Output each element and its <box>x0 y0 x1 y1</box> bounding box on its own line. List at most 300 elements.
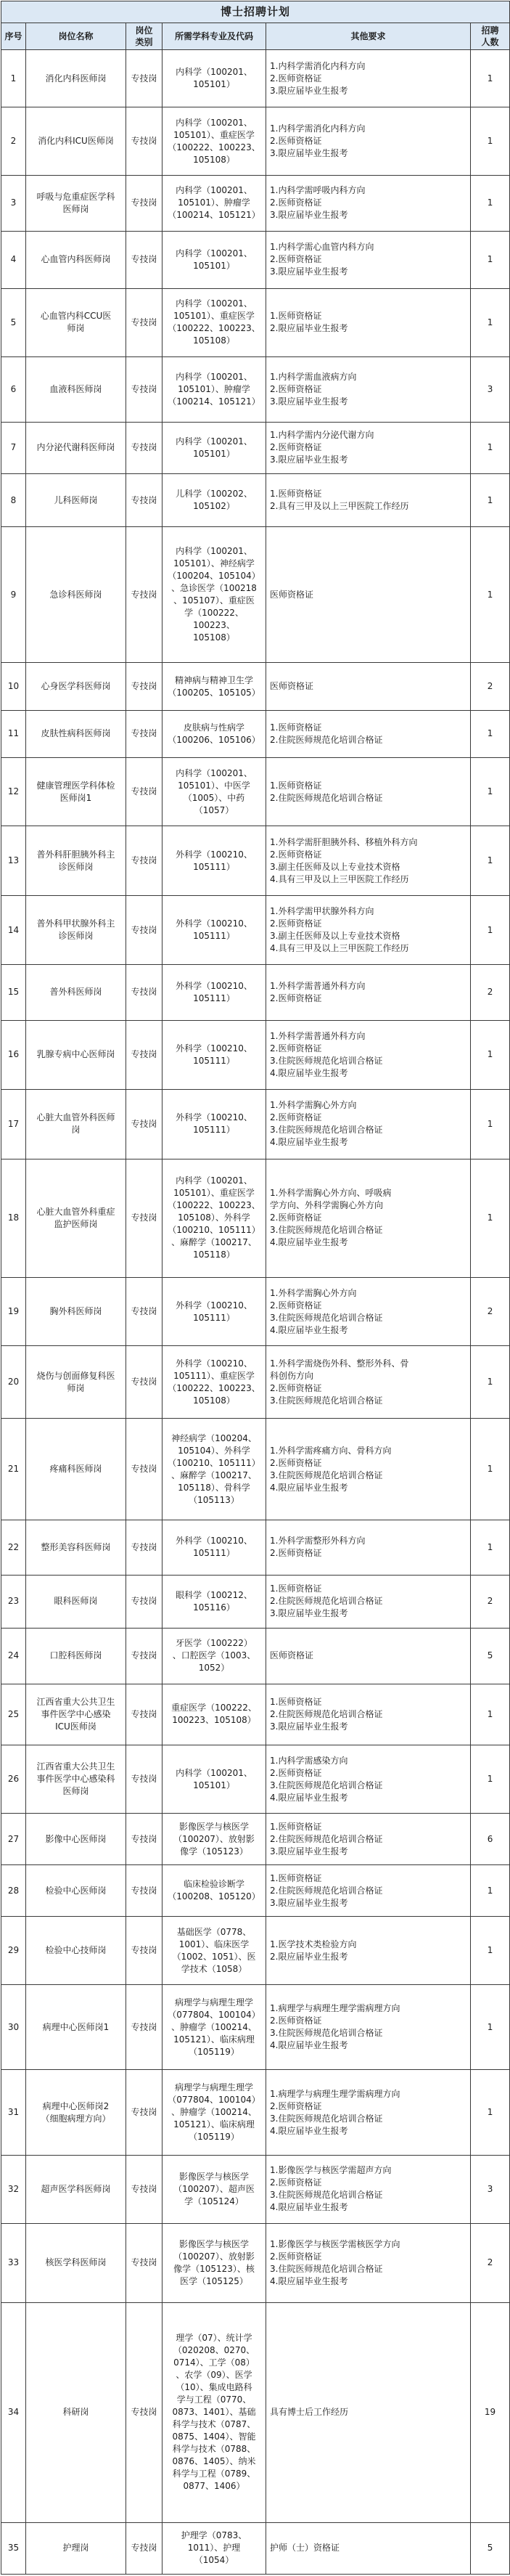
cell-requirements <box>266 965 471 1020</box>
cell-post-text: 血液科医师岗 <box>49 383 102 394</box>
cell-count <box>471 895 510 964</box>
cell-category-text: 专技岗 <box>131 73 157 83</box>
requirement-line: 科创伤方向 <box>270 1370 314 1381</box>
table-title: 博士招聘计划 <box>1 1 510 23</box>
cell-major-text: 内科学（100201、 105101）、肿瘤学 （100214、105121） <box>168 185 260 221</box>
cell-major <box>163 1520 266 1575</box>
cell-post-text: 胸外科医师岗 <box>49 1306 102 1317</box>
cell-no-text: 31 <box>7 2107 20 2118</box>
cell-count-text: 19 <box>484 2407 496 2418</box>
requirement-line: 2.医师资格证 <box>270 254 322 265</box>
cell-category-text: 专技岗 <box>131 1945 157 1956</box>
cell-requirements <box>266 1419 471 1520</box>
cell-post-text: 江西省重大公共卫生 事件医学中心感染 ICU医师岗 <box>36 1696 115 1732</box>
cell-post <box>26 1917 126 1985</box>
cell-no <box>1 1745 26 1814</box>
requirement-line: 具有博士后工作经历 <box>270 2407 349 2418</box>
requirement-line: 1.内科学需消化内科方向 <box>270 123 366 134</box>
cell-no-text: 12 <box>7 786 20 797</box>
cell-no <box>1 1865 26 1917</box>
cell-category <box>126 1278 163 1346</box>
cell-major <box>163 527 266 663</box>
cell-post-text: 普外科医师岗 <box>49 987 102 998</box>
table-row <box>1 2155 510 2223</box>
cell-major <box>163 176 266 231</box>
table-row <box>1 663 510 710</box>
cell-major <box>163 288 266 356</box>
cell-count <box>471 288 510 356</box>
cell-major <box>163 1419 266 1520</box>
cell-requirements <box>266 1278 471 1346</box>
cell-no-text: 23 <box>7 1596 20 1607</box>
requirement-line: 2.医师资格证 <box>270 918 322 929</box>
cell-post <box>26 422 126 473</box>
cell-no <box>1 1090 26 1159</box>
cell-post <box>26 1814 126 1865</box>
cell-no <box>1 2070 26 2155</box>
cell-no-text: 8 <box>10 494 17 505</box>
cell-category-text: 专技岗 <box>131 1650 157 1661</box>
cell-post-text: 急诊科医师岗 <box>49 589 102 600</box>
cell-major-text: 内科学（100201、 105101）、重症医学 （100222、100223、 105108）、外科学 （100210、105111） 、麻醉学（100217、 105118） <box>168 1175 260 1260</box>
cell-category <box>126 1159 163 1278</box>
cell-requirements <box>266 1814 471 1865</box>
cell-no-text: 14 <box>7 924 20 935</box>
cell-no-text: 7 <box>10 442 17 453</box>
cell-no-text: 30 <box>7 2021 20 2032</box>
cell-post <box>26 231 126 288</box>
cell-category-text: 专技岗 <box>131 2257 157 2268</box>
cell-no-text: 22 <box>7 1541 20 1552</box>
cell-no <box>1 2223 26 2302</box>
requirement-line: 1.外科学需疼痛方向、骨科方向 <box>270 1445 392 1456</box>
cell-count-text: 1 <box>487 589 493 600</box>
cell-requirements <box>266 1745 471 1814</box>
cell-major-text: 外科学（100210、 105111） <box>176 849 252 872</box>
cell-count <box>471 1020 510 1089</box>
requirement-line: 2.医师资格证 <box>270 2100 322 2111</box>
cell-major <box>163 1865 266 1917</box>
requirement-line: 1.医师资格证 <box>270 311 322 322</box>
requirement-line: 1.外科学需普通外科方向 <box>270 1030 366 1041</box>
cell-no-text: 28 <box>7 1885 20 1896</box>
requirement-line: 1.内科学需感染方向 <box>270 1755 348 1766</box>
requirement-line: 4.具有三甲及以上三甲医院工作经历 <box>270 873 409 884</box>
table-row <box>1 1985 510 2070</box>
requirement-line: 3.住院医师规范化培训合格证 <box>270 2190 383 2201</box>
table-row <box>1 1419 510 1520</box>
requirement-line: 2.医师资格证 <box>270 1300 322 1311</box>
cell-category-text: 专技岗 <box>131 2407 157 2418</box>
cell-category <box>126 758 163 826</box>
cell-requirements <box>266 2070 471 2155</box>
requirement-line: 1.医师资格证 <box>270 780 322 791</box>
cell-count-text: 1 <box>487 1049 493 1060</box>
cell-no <box>1 1419 26 1520</box>
cell-post <box>26 1745 126 1814</box>
cell-post <box>26 965 126 1020</box>
requirement-line: 1.外科学需烧伤外科、整形外科、骨 <box>270 1358 409 1369</box>
requirement-line: 1.内科学需血液病方向 <box>270 371 357 382</box>
cell-category-text: 专技岗 <box>131 987 157 998</box>
requirement-line: 3.限应届毕业生报考 <box>270 1608 348 1619</box>
cell-no <box>1 1629 26 1684</box>
table-row <box>1 527 510 663</box>
cell-major-text: 影像医学与核医学 （100207）、超声医 学（105124） <box>173 2171 255 2206</box>
cell-requirements <box>266 422 471 473</box>
cell-post <box>26 356 126 422</box>
cell-requirements <box>266 2223 471 2302</box>
table-row <box>1 710 510 757</box>
requirement-line: 3.住院医师规范化培训合格证 <box>270 1312 383 1323</box>
cell-count <box>471 2155 510 2223</box>
cell-major-text: 内科学（100201、 105101）、神经病学 （100204、105104） 、急诊医学（100218 、105107）、重症医 学（100222、100223、 105108） <box>168 546 260 643</box>
col-header-major-text: 所需学科专业及代码 <box>174 31 253 41</box>
cell-major <box>163 826 266 895</box>
cell-no <box>1 1684 26 1745</box>
cell-category-text: 专技岗 <box>131 855 157 866</box>
requirement-line: 学方向、外科学需胸心外方向 <box>270 1200 384 1211</box>
cell-no <box>1 527 26 663</box>
cell-major-text: 外科学（100210、 105111） <box>176 1112 252 1136</box>
table-row <box>1 1917 510 1985</box>
requirement-line: 2.限应届毕业生报考 <box>270 323 348 334</box>
cell-count <box>471 356 510 422</box>
cell-major <box>163 2070 266 2155</box>
cell-post <box>26 895 126 964</box>
cell-category <box>126 107 163 176</box>
cell-category <box>126 527 163 663</box>
cell-no <box>1 1278 26 1346</box>
cell-major-text: 病理学与病理生理学 （077804、100104） 、肿瘤学（100214、 105121）、临床病理 （105119） <box>168 2082 260 2143</box>
cell-post <box>26 1629 126 1684</box>
cell-no-text: 11 <box>7 728 20 739</box>
cell-category-text: 专技岗 <box>131 1885 157 1896</box>
requirement-line: 1.内科学需消化内科方向 <box>270 60 366 71</box>
cell-count-text: 5 <box>487 1650 493 1661</box>
table-row <box>1 2522 510 2574</box>
table-row <box>1 50 510 107</box>
cell-requirements <box>266 895 471 964</box>
cell-post <box>26 1419 126 1520</box>
requirement-line: 3.住院医师规范化培训合格证 <box>270 1225 383 1236</box>
cell-post <box>26 176 126 231</box>
cell-count-text: 3 <box>487 383 493 394</box>
table-row <box>1 422 510 473</box>
cell-post <box>26 663 126 710</box>
cell-category-text: 专技岗 <box>131 1541 157 1552</box>
cell-major-text: 影像医学与核医学 （100207）、放射影 像学（105123）、核 医学（105125） <box>173 2238 255 2286</box>
cell-category-text: 专技岗 <box>131 2021 157 2032</box>
table-row <box>1 895 510 964</box>
cell-requirements <box>266 663 471 710</box>
requirement-line: 1.内科学需呼吸内科方向 <box>270 185 366 196</box>
requirement-line: 1.内科学需内分泌代谢方向 <box>270 430 374 441</box>
cell-major <box>163 1985 266 2070</box>
cell-requirements <box>266 2522 471 2574</box>
cell-major <box>163 473 266 527</box>
requirement-line: 1.影像医学与核医学需超声方向 <box>270 2165 392 2176</box>
cell-major-text: 内科学（100201、 105101）、肿瘤学 （100214、105121） <box>168 371 260 407</box>
cell-count <box>471 663 510 710</box>
table-row <box>1 965 510 1020</box>
cell-category <box>126 1629 163 1684</box>
cell-category <box>126 2522 163 2574</box>
requirement-line: 3.限应届毕业生报考 <box>270 455 348 465</box>
cell-requirements <box>266 758 471 826</box>
requirement-line: 3.限应届毕业生报考 <box>270 1721 348 1732</box>
requirement-line: 2.医师资格证 <box>270 849 322 860</box>
cell-post-text: 皮肤性病科医师岗 <box>41 728 111 739</box>
cell-no-text: 35 <box>7 2543 20 2553</box>
cell-major-text: 外科学（100210、 105111） <box>176 1536 252 1559</box>
cell-major <box>163 2522 266 2574</box>
cell-category <box>126 1985 163 2070</box>
cell-category-text: 专技岗 <box>131 1596 157 1607</box>
requirement-line: 4.限应届毕业生报考 <box>270 1482 348 1493</box>
cell-category-text: 专技岗 <box>131 1212 157 1223</box>
cell-post <box>26 2070 126 2155</box>
cell-major <box>163 1745 266 1814</box>
cell-no-text: 26 <box>7 1774 20 1785</box>
cell-count-text: 2 <box>487 2257 493 2268</box>
cell-requirements <box>266 1159 471 1278</box>
requirement-line: 2.限应届毕业生报考 <box>270 1951 348 1962</box>
cell-count-text: 1 <box>487 317 493 327</box>
cell-count <box>471 1745 510 1814</box>
cell-no <box>1 1985 26 2070</box>
cell-category <box>126 965 163 1020</box>
cell-post-text: 护理岗 <box>62 2543 89 2553</box>
cell-major <box>163 356 266 422</box>
cell-count <box>471 2522 510 2574</box>
cell-post-text: 普外科肝胆胰外科主 诊医师岗 <box>36 849 115 872</box>
cell-category <box>126 1419 163 1520</box>
cell-category <box>126 231 163 288</box>
requirement-line: 3.副主任医师及以上专业技术资格 <box>270 931 400 942</box>
cell-major-text: 外科学（100210、 105111） <box>176 1300 252 1323</box>
cell-count-text: 1 <box>487 1541 493 1552</box>
cell-no <box>1 176 26 231</box>
cell-count-text: 1 <box>487 2021 493 2032</box>
cell-no-text: 29 <box>7 1945 20 1956</box>
requirement-line: 3.住院医师规范化培训合格证 <box>270 1055 383 1066</box>
cell-category <box>126 422 163 473</box>
cell-requirements <box>266 1985 471 2070</box>
requirement-line: 3.限应届毕业生报考 <box>270 1897 348 1908</box>
col-header-requirements <box>266 23 471 50</box>
cell-category-text: 专技岗 <box>131 681 157 692</box>
cell-requirements <box>266 710 471 757</box>
cell-major <box>163 1090 266 1159</box>
cell-category-text: 专技岗 <box>131 1049 157 1060</box>
table-row <box>1 1520 510 1575</box>
requirement-line: 1.医师资格证 <box>270 1696 322 1707</box>
cell-category <box>126 1575 163 1629</box>
cell-major-text: 精神病与精神卫生学 （100205、105105） <box>168 674 260 698</box>
requirement-line: 2.医师资格证 <box>270 197 322 208</box>
requirement-line: 3.住院医师规范化培训合格证 <box>270 1395 383 1406</box>
cell-count-text: 1 <box>487 1464 493 1475</box>
requirement-line: 4.限应届毕业生报考 <box>270 2275 348 2286</box>
cell-post <box>26 288 126 356</box>
cell-no-text: 5 <box>10 317 17 327</box>
cell-count-text: 1 <box>487 197 493 208</box>
cell-category-text: 专技岗 <box>131 317 157 327</box>
cell-major <box>163 1159 266 1278</box>
cell-count <box>471 758 510 826</box>
cell-count <box>471 1629 510 1684</box>
cell-no-text: 15 <box>7 987 20 998</box>
cell-requirements <box>266 2302 471 2522</box>
cell-post-text: 心身医学科医师岗 <box>41 681 111 692</box>
cell-count-text: 1 <box>487 1377 493 1387</box>
cell-major-text: 皮肤病与性病学 （100206、105106） <box>168 722 260 745</box>
requirement-line: 2.住院医师规范化培训合格证 <box>270 1885 383 1896</box>
requirement-line: 医师资格证 <box>270 1650 314 1661</box>
cell-count-text: 1 <box>487 494 493 505</box>
cell-no <box>1 2522 26 2574</box>
requirement-line: 4.限应届毕业生报考 <box>270 1237 348 1248</box>
cell-category <box>126 2070 163 2155</box>
cell-count-text: 1 <box>487 254 493 265</box>
cell-category-text: 专技岗 <box>131 383 157 394</box>
cell-no-text: 10 <box>7 681 20 692</box>
cell-no-text: 32 <box>7 2183 20 2194</box>
cell-post <box>26 826 126 895</box>
cell-no <box>1 965 26 1020</box>
cell-requirements <box>266 2155 471 2223</box>
cell-post <box>26 1985 126 2070</box>
requirement-line: 3.限应届毕业生报考 <box>270 396 348 407</box>
cell-major-text: 儿科学（100202、 105102） <box>176 489 252 512</box>
cell-count <box>471 1814 510 1865</box>
requirement-line: 1.外科学需普通外科方向 <box>270 980 366 991</box>
cell-major <box>163 1814 266 1865</box>
cell-major <box>163 422 266 473</box>
cell-no-text: 9 <box>10 589 17 600</box>
col-header-post-text: 岗位名称 <box>58 31 94 41</box>
cell-category-text: 专技岗 <box>131 1708 157 1719</box>
table-row <box>1 1278 510 1346</box>
cell-count <box>471 710 510 757</box>
requirement-line: 2.医师资格证 <box>270 993 322 1003</box>
cell-no-text: 4 <box>10 254 17 265</box>
requirement-line: 2.医师资格证 <box>270 1767 322 1778</box>
cell-category-text: 专技岗 <box>131 786 157 797</box>
requirement-line: 医师资格证 <box>270 681 314 692</box>
requirement-line: 4.限应届毕业生报考 <box>270 1137 348 1148</box>
requirement-line: 2.住院医师规范化培训合格证 <box>270 1596 383 1607</box>
cell-count-text: 2 <box>487 987 493 998</box>
cell-post-text: 影像中心医师岗 <box>45 1833 107 1844</box>
cell-count <box>471 1090 510 1159</box>
requirement-line: 1.内科学需心血管内科方向 <box>270 242 374 253</box>
col-header-no <box>1 23 26 50</box>
requirement-line: 3.限应届毕业生报考 <box>270 210 348 221</box>
requirement-line: 4.限应届毕业生报考 <box>270 2202 348 2213</box>
table-row <box>1 826 510 895</box>
requirement-line: 1.外科学需胸心外方向 <box>270 1100 357 1111</box>
cell-requirements <box>266 107 471 176</box>
cell-count-text: 2 <box>487 1306 493 1317</box>
cell-count-text: 1 <box>487 1708 493 1719</box>
requirement-line: 护师（士）资格证 <box>270 2543 340 2553</box>
table-row <box>1 1684 510 1745</box>
cell-major <box>163 1020 266 1089</box>
requirement-line: 2.医师资格证 <box>270 136 322 147</box>
cell-no <box>1 1814 26 1865</box>
cell-major <box>163 758 266 826</box>
cell-category-text: 专技岗 <box>131 2543 157 2553</box>
cell-post-text: 乳腺专病中心医师岗 <box>36 1049 115 1060</box>
cell-count <box>471 1419 510 1520</box>
requirement-line: 4.限应届毕业生报考 <box>270 2040 348 2051</box>
col-header-category-text: 岗位 类别 <box>135 25 153 47</box>
cell-post-text: 心脏大血管外科重症 监护医师岗 <box>36 1206 115 1229</box>
cell-category <box>126 1020 163 1089</box>
cell-count <box>471 1985 510 2070</box>
cell-major <box>163 965 266 1020</box>
requirement-line: 1.病理学与病理生理学需病理方向 <box>270 2088 400 2099</box>
cell-count <box>471 50 510 107</box>
cell-major <box>163 2223 266 2302</box>
cell-post <box>26 107 126 176</box>
cell-category-text: 专技岗 <box>131 2107 157 2118</box>
requirement-line: 1.病理学与病理生理学需病理方向 <box>270 2003 400 2014</box>
cell-count-text: 1 <box>487 855 493 866</box>
col-header-post <box>26 23 126 50</box>
table-row <box>1 1346 510 1419</box>
cell-count <box>471 231 510 288</box>
cell-post <box>26 1520 126 1575</box>
cell-count <box>471 1520 510 1575</box>
cell-major-text: 内科学（100201、 105101） <box>176 436 252 459</box>
cell-count <box>471 176 510 231</box>
cell-requirements <box>266 473 471 527</box>
cell-count-text: 5 <box>487 2543 493 2553</box>
col-header-no-text: 序号 <box>4 31 22 41</box>
cell-no <box>1 473 26 527</box>
table-row <box>1 1745 510 1814</box>
cell-no-text: 13 <box>7 855 20 866</box>
requirement-line: 1.医学技术类检验方向 <box>270 1939 357 1949</box>
table-row <box>1 473 510 527</box>
cell-no <box>1 422 26 473</box>
requirement-line: 1.医师资格证 <box>270 1583 322 1594</box>
table-row <box>1 1814 510 1865</box>
requirement-line: 2.医师资格证 <box>270 1112 322 1123</box>
cell-category <box>126 2302 163 2522</box>
requirement-line: 2.医师资格证 <box>270 1548 322 1559</box>
cell-category <box>126 1865 163 1917</box>
cell-requirements <box>266 1917 471 1985</box>
cell-major <box>163 1629 266 1684</box>
cell-category <box>126 895 163 964</box>
table-row <box>1 2223 510 2302</box>
requirement-line: 1.影像医学与核医学需核医学方向 <box>270 2238 400 2249</box>
cell-post-text: 消化内科ICU医师岗 <box>38 136 114 147</box>
cell-category-text: 专技岗 <box>131 1306 157 1317</box>
cell-major-text: 理学（07）、统计学 （020208、0270、 0714）、工学（08） 、农学（09）、医学 （10）、集成电路科 学与工程（0770、 0873、1401）、基础 科学与技术（0787、 0875、1404）、智能 科学与技术（0788、 0876、1405）、纳米 科学与工程（0789、 0877、1406） <box>172 2333 256 2492</box>
cell-no-text: 20 <box>7 1377 20 1387</box>
cell-no <box>1 50 26 107</box>
cell-post-text: 健康管理医学科体检 医师岗1 <box>36 780 115 803</box>
requirement-line: 2.医师资格证 <box>270 2251 322 2262</box>
cell-post-text: 病理中心医师岗2 （细胞病理方向） <box>41 2100 111 2124</box>
cell-post <box>26 1278 126 1346</box>
cell-no <box>1 1520 26 1575</box>
